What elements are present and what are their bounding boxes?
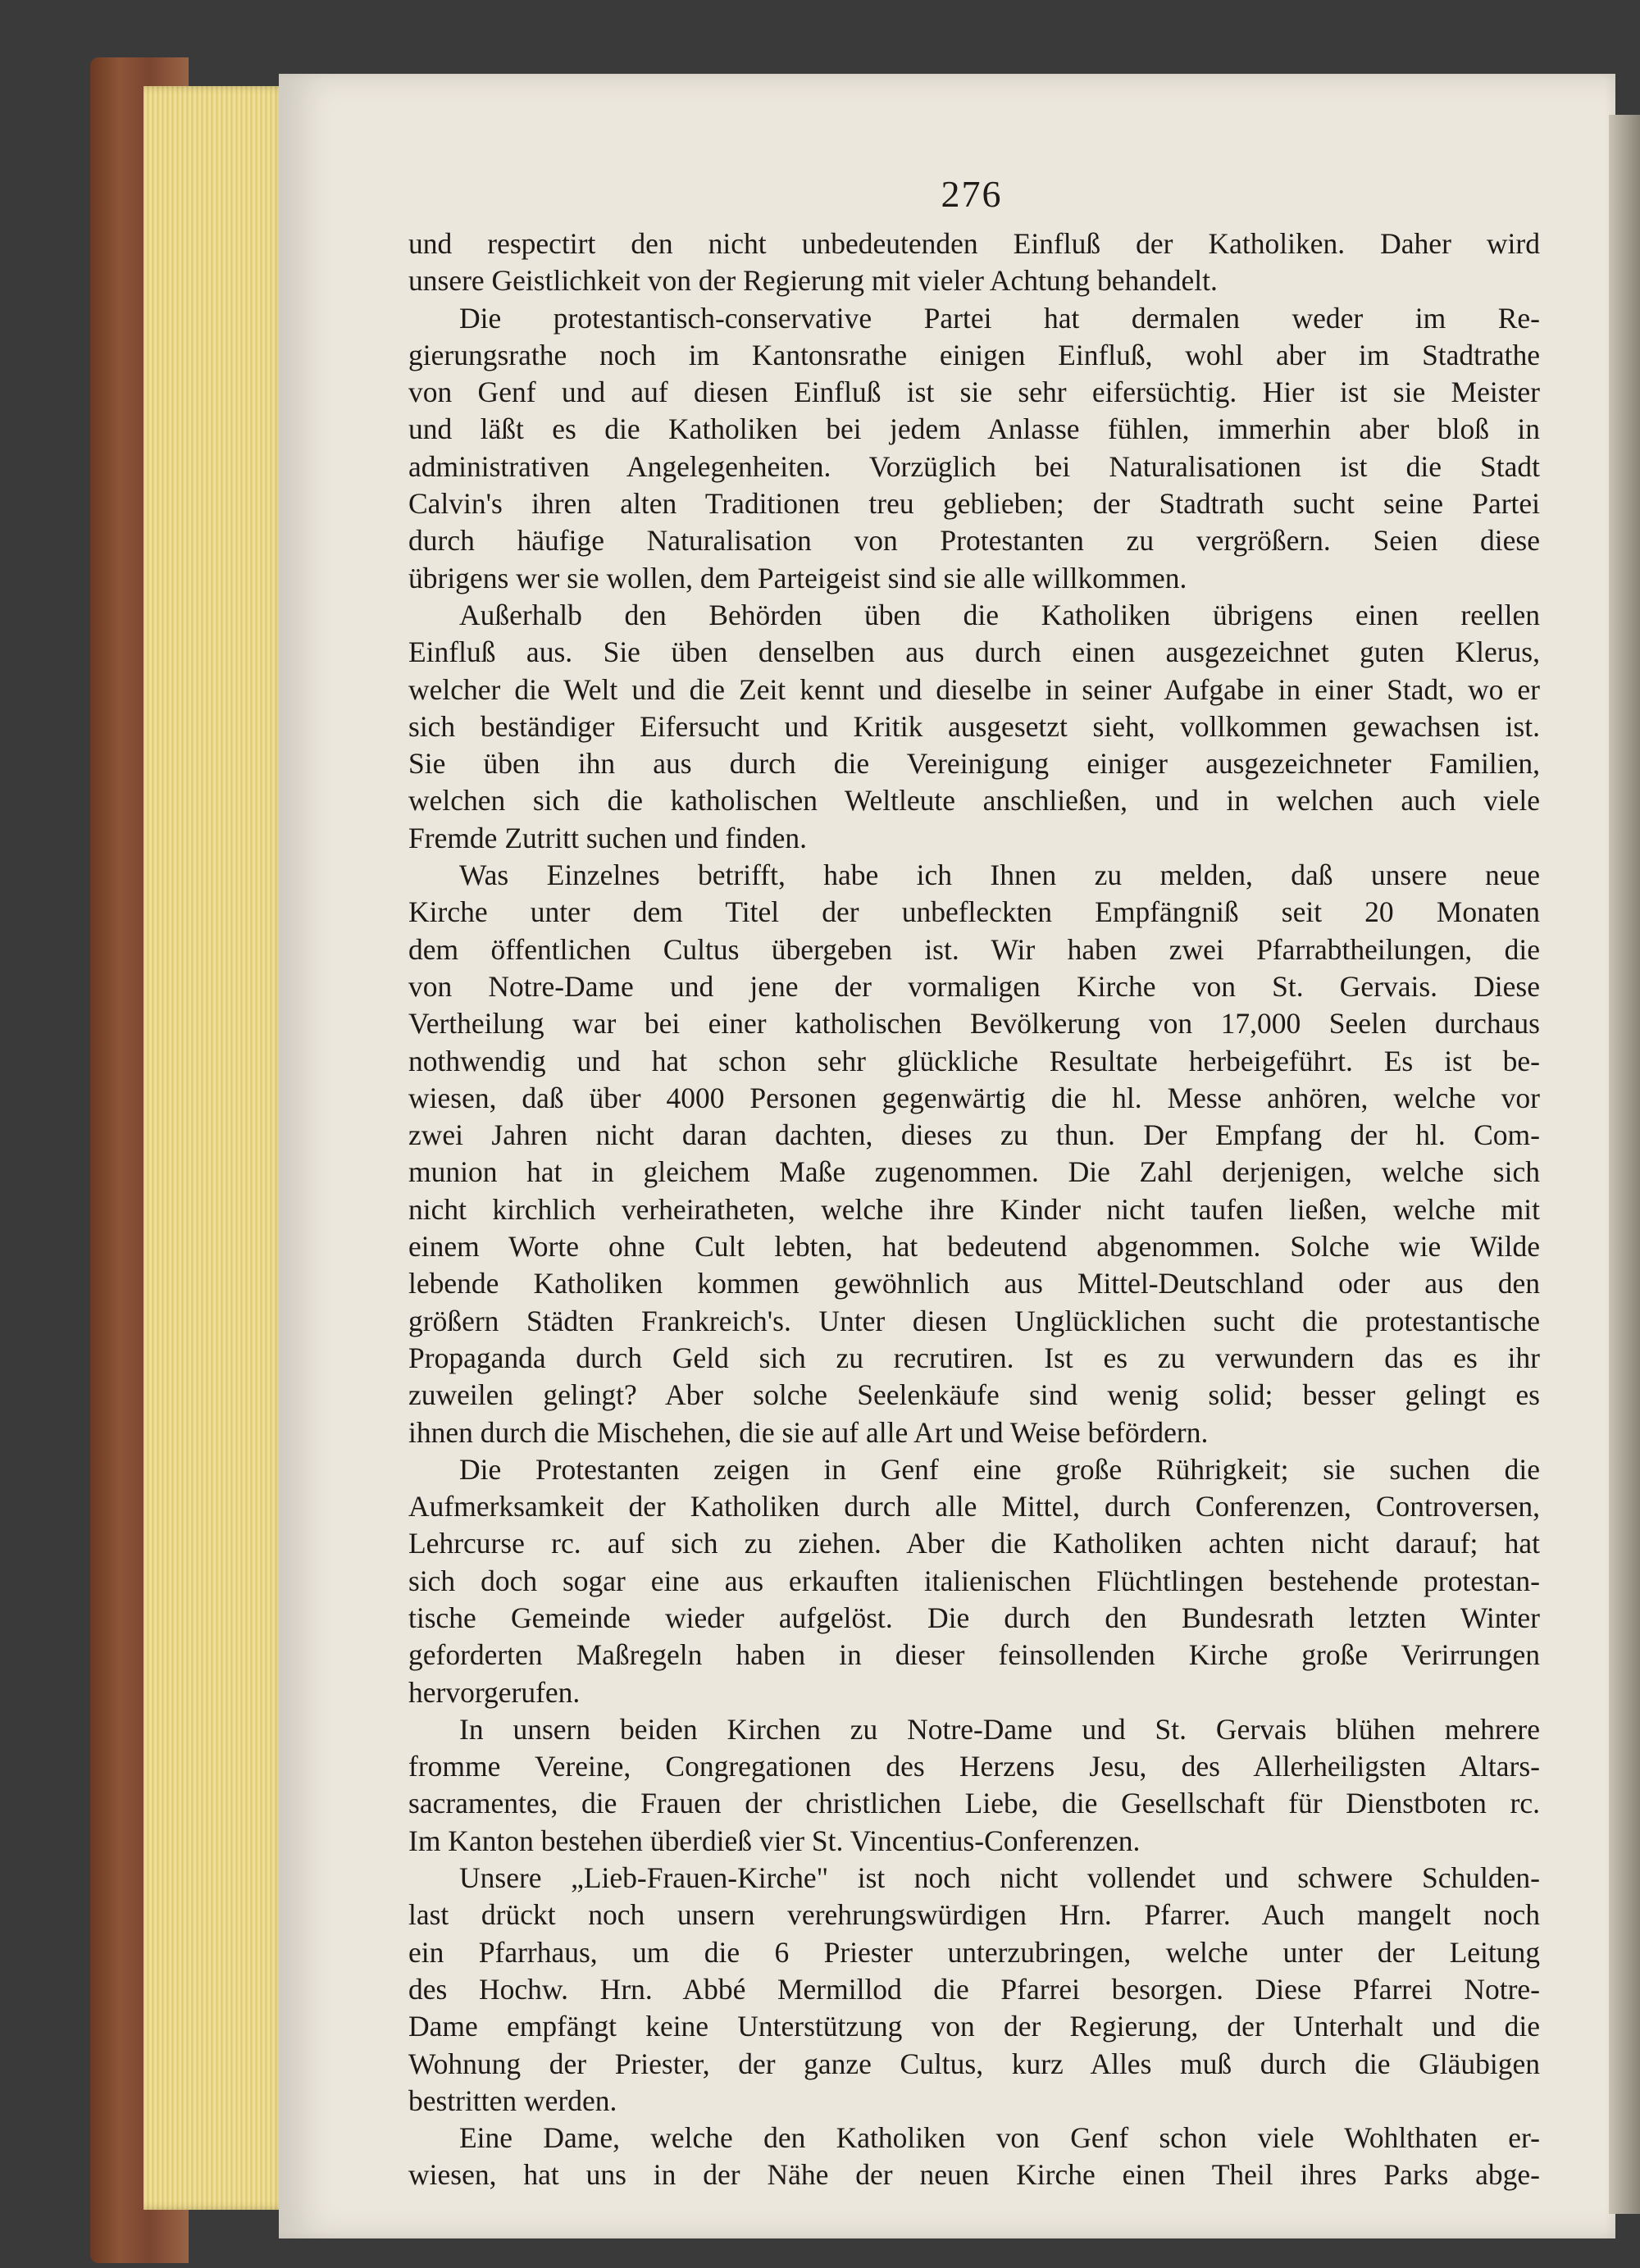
text-line: Fremde Zutritt suchen und finden.	[408, 821, 808, 854]
text-line: Kirche unter dem Titel der unbefleckten Empfängniß seit 20 Monaten	[408, 895, 1540, 929]
text-line: einem Worte ohne Cult lebten, hat bedeutend abgenommen. Solche wie Wilde	[408, 1230, 1540, 1264]
text-line: von Notre-Dame und jene der vormaligen Kirche von St. Gervais. Diese	[408, 969, 1540, 1003]
text-line: welcher die Welt und die Zeit kennt und dieselbe in seiner Aufgabe in einer Stadt, wo er	[408, 672, 1540, 706]
text-line: sich beständiger Eifersucht und Kritik ausgesetzt sieht, vollkommen gewachsen ist.	[408, 709, 1540, 743]
text-line: zuweilen gelingt? Aber solche Seelenkäufe sind wenig solid; besser gelingt es	[408, 1378, 1540, 1412]
text-line: nothwendig und hat schon sehr glückliche Resultate herbeigeführt. Es ist be-	[408, 1044, 1540, 1077]
text-line: Im Kanton bestehen überdieß vier St. Vincentius-Conferenzen.	[408, 1824, 1141, 1857]
text-line: wiesen, daß über 4000 Personen gegenwärtig die hl. Messe anhören, welche vor	[408, 1081, 1540, 1114]
text-line: administrativen Angelegenheiten. Vorzüglich bei Naturalisationen ist die Stadt	[408, 449, 1540, 483]
text-line: munion hat in gleichem Maße zugenommen. Die Zahl derjenigen, welche sich	[408, 1155, 1540, 1189]
text-line: hervorgerufen.	[408, 1675, 581, 1709]
text-line: und läßt es die Katholiken bei jedem Anlasse fühlen, immerhin aber bloß in	[408, 412, 1540, 446]
text-line: von Genf und auf diesen Einfluß ist sie sehr eifersüchtig. Hier ist sie Meister	[408, 376, 1540, 409]
text-line: Vertheilung war bei einer katholischen Bevölkerung von 17,000 Seelen durchaus	[408, 1007, 1540, 1041]
text-line: Wohnung der Priester, der ganze Cultus, kurz Alles muß durch die Gläubigen	[408, 2047, 1540, 2080]
text-line: In unsern beiden Kirchen zu Notre-Dame und St. Gervais blühen mehrere	[459, 1712, 1540, 1746]
text-line: Einfluß aus. Sie üben denselben aus durch einen ausgezeichnet guten Klerus,	[408, 635, 1540, 669]
text-line: welchen sich die katholischen Weltleute anschließen, und in welchen auch viele	[408, 784, 1540, 817]
text-line: zwei Jahren nicht daran dachten, dieses zu thun. Der Empfang der hl. Com-	[408, 1118, 1540, 1152]
text-line: geforderten Maßregeln haben in dieser feinsollenden Kirche große Verirrungen	[408, 1638, 1540, 1672]
text-line: ein Pfarrhaus, um die 6 Priester unterzubringen, welche unter der Leitung	[408, 1935, 1540, 1969]
text-line: sacramentes, die Frauen der christlichen Liebe, die Gesellschaft für Dienstboten rc.	[408, 1787, 1540, 1820]
text-line: Was Einzelnes betrifft, habe ich Ihnen zu melden, daß unsere neue	[459, 858, 1540, 892]
page-number: 276	[941, 173, 1003, 215]
text-line: bestritten werden.	[408, 2084, 617, 2117]
text-line: des Hochw. Hrn. Abbé Mermillod die Pfarrei besorgen. Diese Pfarrei Notre-	[408, 1972, 1540, 2006]
page-block-edges	[144, 86, 287, 2210]
text-line: sich doch sogar eine aus erkauften italienischen Flüchtlingen bestehende protestan-	[408, 1564, 1540, 1597]
text-line: unsere Geistlichkeit von der Regierung mit vieler Achtung behandelt.	[408, 264, 1218, 298]
text-line: Die protestantisch-conservative Partei hat dermalen weder im Re-	[459, 301, 1540, 335]
text-line: last drückt noch unsern verehrungswürdigen Hrn. Pfarrer. Auch mangelt noch	[408, 1898, 1540, 1932]
text-line: lebende Katholiken kommen gewöhnlich aus Mittel-Deutschland oder aus den	[408, 1267, 1540, 1300]
text-line: Sie üben ihn aus durch die Vereinigung einiger ausgezeichneter Familien,	[408, 747, 1540, 781]
text-line: Propaganda durch Geld sich zu recrutiren. Ist es zu verwundern das es ihr	[408, 1341, 1540, 1374]
text-line: nicht kirchlich verheiratheten, welche ihre Kinder nicht taufen ließen, welche mit	[408, 1192, 1540, 1226]
text-line: tische Gemeinde wieder aufgelöst. Die durch den Bundesrath letzten Winter	[408, 1601, 1540, 1634]
text-line: Die Protestanten zeigen in Genf eine große Rührigkeit; sie suchen die	[459, 1452, 1540, 1486]
text-line: und respectirt den nicht unbedeutenden Einfluß der Katholiken. Daher wird	[408, 227, 1540, 260]
text-line: Eine Dame, welche den Katholiken von Genf schon viele Wohlthaten er-	[459, 2121, 1540, 2155]
text-line: wiesen, hat uns in der Nähe der neuen Kirche einen Theil ihres Parks abge-	[408, 2158, 1540, 2192]
page-text-body	[408, 225, 1540, 2194]
text-line: größern Städten Frankreich's. Unter diesen Unglücklichen sucht die protestantische	[408, 1304, 1540, 1337]
text-line: dem öffentlichen Cultus übergeben ist. Wir haben zwei Pfarrabtheilungen, die	[408, 932, 1540, 966]
text-line: ihnen durch die Mischehen, die sie auf alle Art und Weise befördern.	[408, 1415, 1209, 1449]
text-line: Aufmerksamkeit der Katholiken durch alle Mittel, durch Conferenzen, Controversen,	[408, 1490, 1540, 1523]
text-line: durch häufige Naturalisation von Protestanten zu vergrößern. Seien diese	[408, 524, 1540, 558]
text-line: gierungsrathe noch im Kantonsrathe einigen Einfluß, wohl aber im Stadtrathe	[408, 338, 1540, 371]
text-line: übrigens wer sie wollen, dem Parteigeist sind sie alle willkommen.	[408, 561, 1187, 594]
text-line: Dame empfängt keine Unterstützung von der Regierung, der Unterhalt und die	[408, 2010, 1540, 2043]
text-line: Unsere „Lieb-Frauen-Kirche" ist noch nicht vollendet und schwere Schulden-	[459, 1861, 1540, 1895]
text-line: Calvin's ihren alten Traditionen treu geblieben; der Stadtrath sucht seine Partei	[408, 487, 1540, 521]
text-line: Lehrcurse rc. auf sich zu ziehen. Aber die Katholiken achten nicht darauf; hat	[408, 1527, 1540, 1560]
text-line: Außerhalb den Behörden üben die Katholiken übrigens einen reellen	[459, 598, 1540, 631]
text-line: fromme Vereine, Congregationen des Herzens Jesu, des Allerheiligsten Altars-	[408, 1750, 1540, 1783]
page-right-edge	[1609, 115, 1640, 2214]
